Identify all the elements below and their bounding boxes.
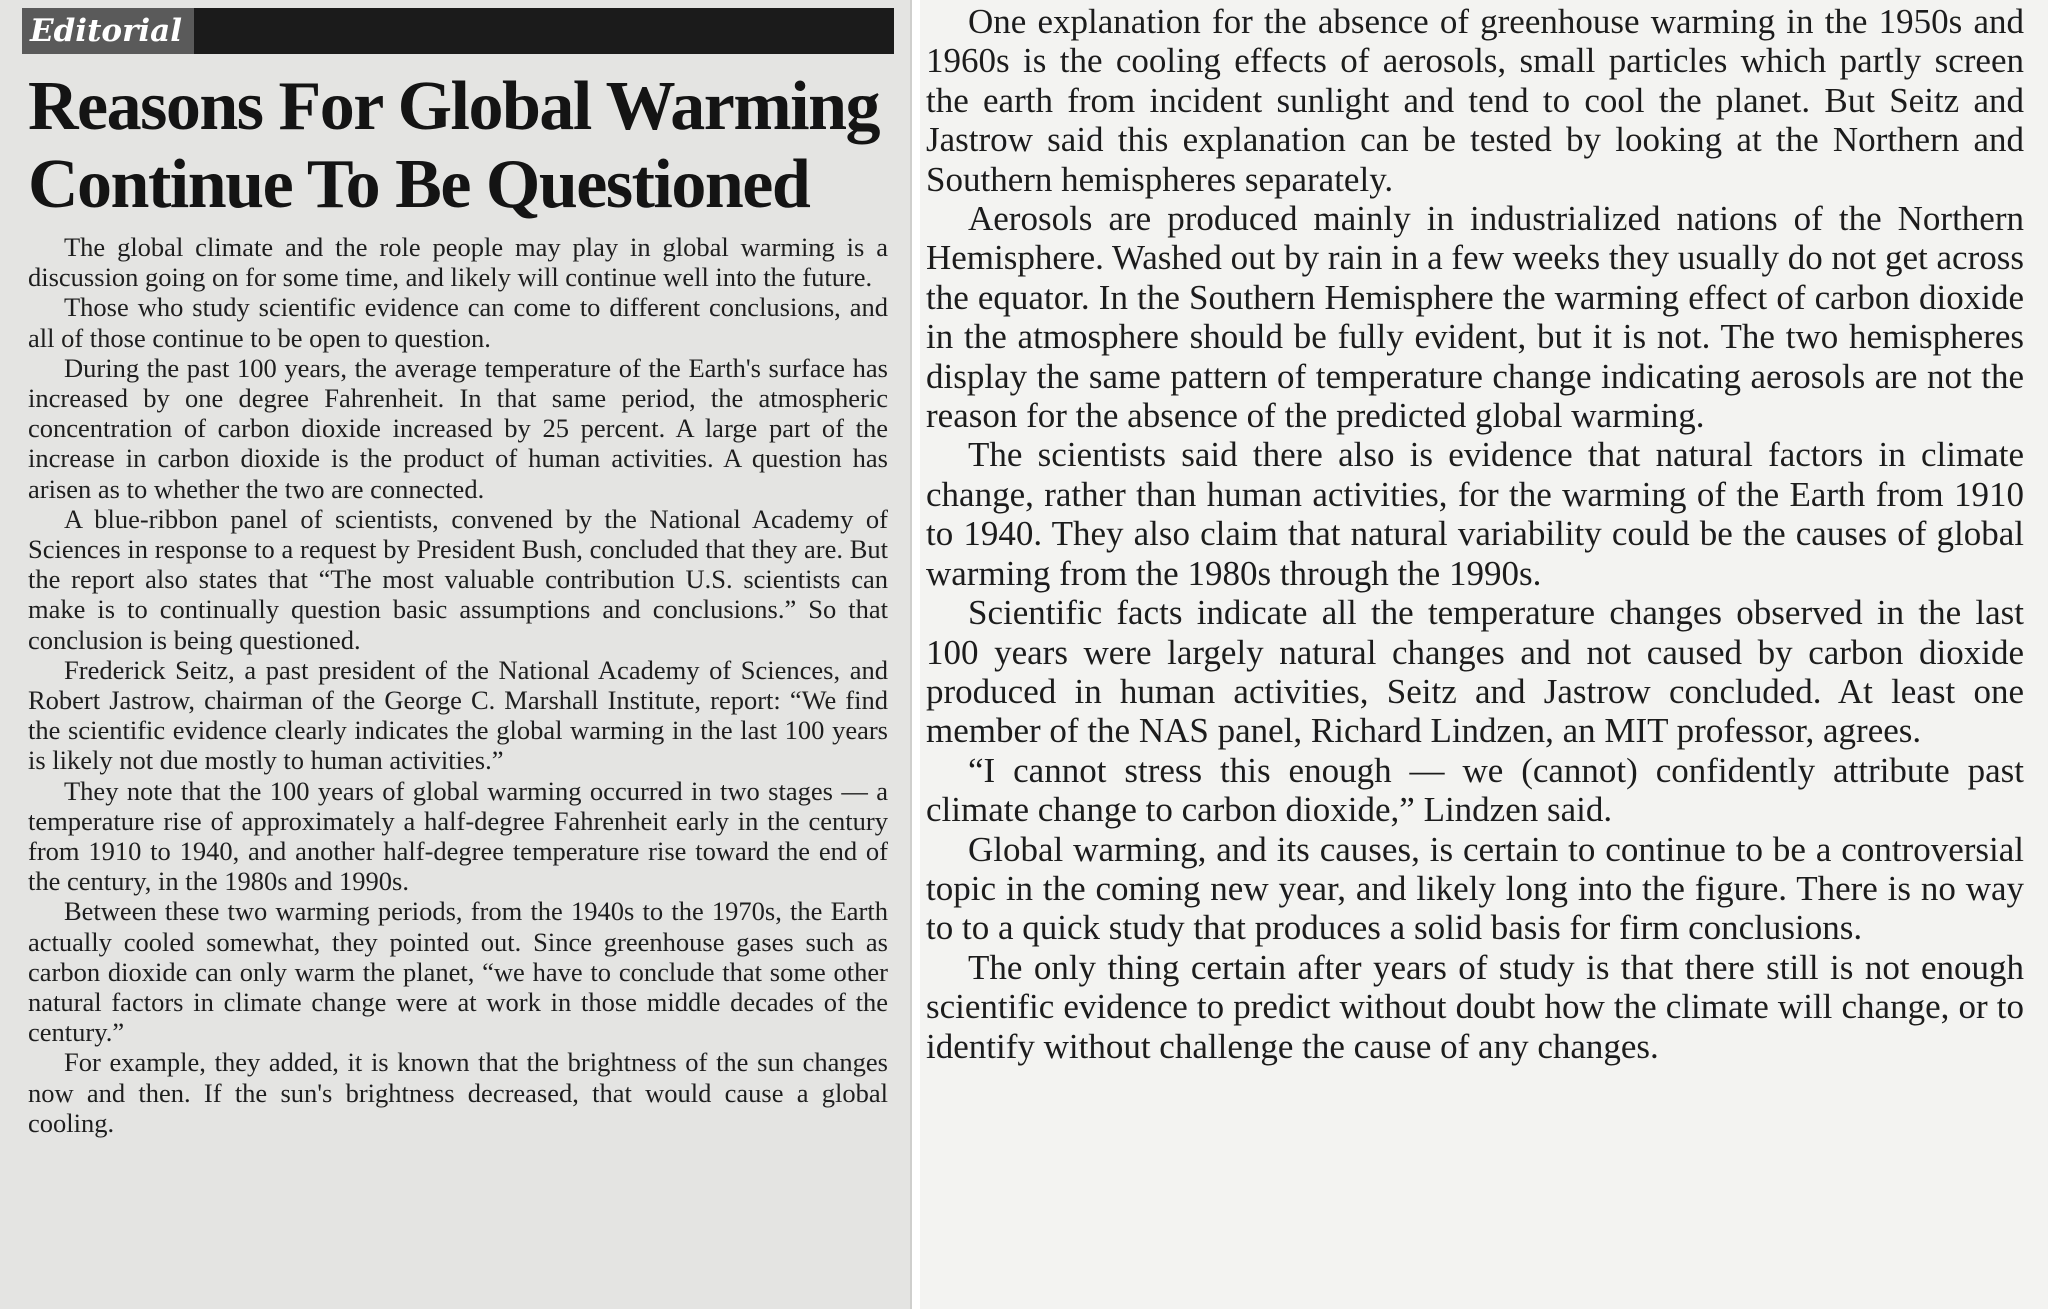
headline-line-2: Continue To Be Questioned (28, 146, 810, 223)
paragraph: The only thing certain after years of study is that there still is not enough scientific evidence to predict without doubt how the climate will change, or to identify without challenge the cause of any changes. (926, 947, 2024, 1066)
left-article-column (28, 232, 888, 1138)
paragraph: A blue-ribbon panel of scientists, convened by the National Academy of Sciences in response to a request by President Bush, concluded that they are. But the report also states that “The most valuable contribution U.S. scientists can make is to continually question basic assumptions and conclusions.” So that conclusion is being questioned. (28, 503, 888, 655)
paragraph: “I cannot stress this enough — we (cannot) confidently attribute past climate change to carbon dioxide,” Lindzen said. (926, 750, 2024, 830)
paragraph: For example, they added, it is known that the brightness of the sun changes now and then. If the sun's brightness decreased, that would cause a global cooling. (28, 1047, 888, 1138)
paragraph: Scientific facts indicate all the temperature changes observed in the last 100 years were largely natural changes and not caused by carbon dioxide produced in human activities, Seitz and Jastrow concluded. At least one member of the NAS panel, Richard Lindzen, an MIT professor, agrees. (926, 593, 2024, 751)
paragraph: One explanation for the absence of greenhouse warming in the 1950s and 1960s is the cooling effects of aerosols, small particles which partly screen the earth from incident sunlight and tend to cool the planet. But Seitz and Jastrow said this explanation can be tested by looking at the Northern and Southern hemispheres separately. (926, 2, 2024, 199)
paragraph: Those who study scientific evidence can come to different conclusions, and all of those continue to be open to question. (28, 292, 888, 353)
paragraph: Frederick Seitz, a past president of the National Academy of Sciences, and Robert Jastrow, chairman of the George C. Marshall Institute, report: “We find the scientific evidence clearly indicates the global warming in the last 100 years is likely not due mostly to human activities.” (28, 654, 888, 776)
right-article-column (926, 2, 2024, 1066)
paragraph: During the past 100 years, the average temperature of the Earth's surface has increased by one degree Fahrenheit. In that same period, the atmospheric concentration of carbon dioxide increased by 25 percent. A large part of the increase in carbon dioxide is the product of human activities. A question has arisen as to whether the two are connected. (28, 352, 888, 504)
headline-line-1: Reasons For Global Warming (28, 68, 880, 145)
paragraph: Global warming, and its causes, is certain to continue to be a controversial topic in the coming new year, and likely long into the figure. There is no way to to a quick study that produces a solid basis for firm conclusions. (926, 829, 2024, 948)
section-label: Editorial (22, 8, 194, 54)
paragraph: Aerosols are produced mainly in industrialized nations of the Northern Hemisphere. Washed out by rain in a few weeks they usually do not get across the equator. In the Southern Hemisphere the warming effect of carbon dioxide in the atmosphere should be fully evident, but it is not. The two hemispheres display the same pattern of temperature change indicating aerosols are not the reason for the absence of the predicted global warming. (926, 199, 2024, 436)
paragraph: The global climate and the role people may play in global warming is a discussion going on for some time, and likely will continue well into the future. (28, 232, 888, 293)
headline (28, 68, 898, 224)
paragraph: The scientists said there also is evidence that natural factors in climate change, rather than human activities, for the warming of the Earth from 1910 to 1940. They also claim that natural variability could be the causes of global warming from the 1980s through the 1990s. (926, 435, 2024, 593)
section-label-bar (22, 8, 894, 54)
paragraph: Between these two warming periods, from the 1940s to the 1970s, the Earth actually cooled somewhat, they pointed out. Since greenhouse gases such as carbon dioxide can only warm the planet, “we have to conclude that some other natural factors in climate change were at work in those middle decades of the century.” (28, 896, 888, 1048)
paragraph: They note that the 100 years of global warming occurred in two stages — a temperature rise of approximately a half-degree Fahrenheit early in the century from 1910 to 1940, and another half-degree temperature rise toward the end of the century, in the 1980s and 1990s. (28, 775, 888, 897)
